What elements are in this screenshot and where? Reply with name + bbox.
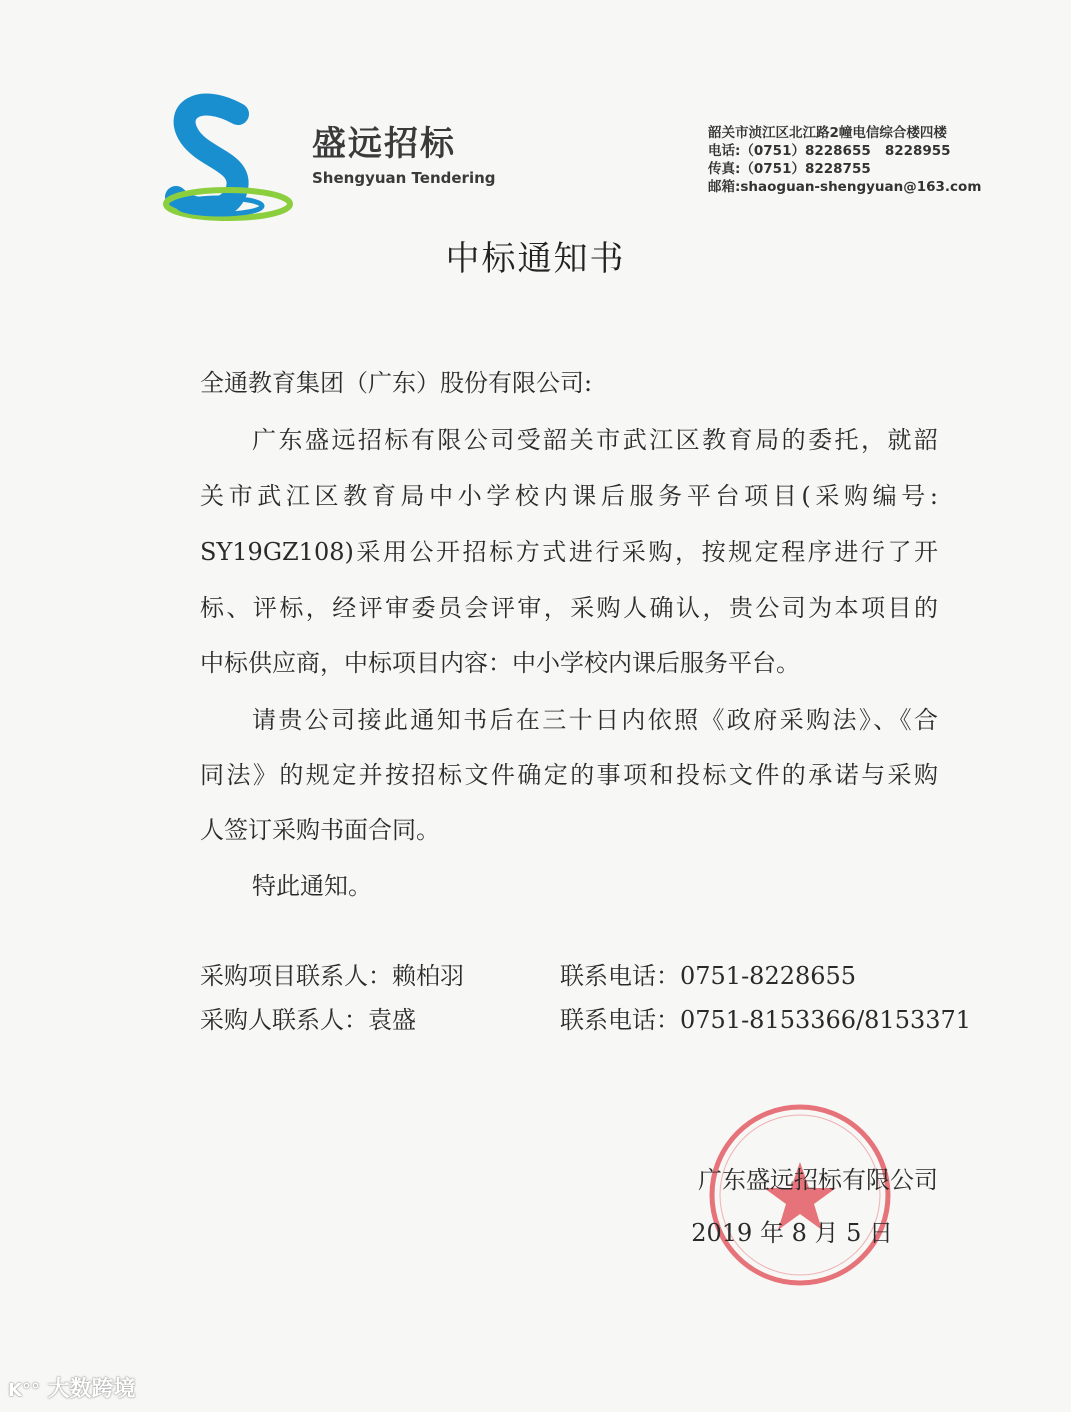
email: 邮箱:shaoguan-shengyuan@163.com xyxy=(708,179,982,195)
recipient: 全通教育集团（广东）股份有限公司: xyxy=(200,369,593,397)
watermark-text: 大数跨境 xyxy=(47,1377,136,1402)
letterhead-contact xyxy=(708,124,981,196)
fax: 传真:（0751）8228755 xyxy=(708,161,871,177)
paragraph1-line: 广东盛远招标有限公司受韶关市武江区教育局的委托，就韶 xyxy=(252,426,938,454)
closing: 特此通知。 xyxy=(252,872,372,900)
phone: 电话:（0751）8228655 8228955 xyxy=(708,143,951,159)
signature-date: 2019 年 8 月 5 日 xyxy=(691,1219,893,1247)
signature-company: 广东盛远招标有限公司 xyxy=(698,1166,938,1194)
contact-label: 采购人联系人：袁盛 xyxy=(200,1006,416,1034)
paragraph1-line: 关市武江区教育局中小学校内课后服务平台项目(采购编号: xyxy=(200,482,938,510)
paragraph1-line: 标、评标，经评审委员会评审，采购人确认，贵公司为本项目的 xyxy=(200,594,938,622)
official-seal-icon xyxy=(705,1100,895,1290)
watermark xyxy=(8,1376,136,1405)
document-title: 中标通知书 xyxy=(445,239,626,279)
paragraph2-line: 人签订采购书面合同。 xyxy=(200,816,440,844)
paragraph1-line: SY19GZ108)采用公开招标方式进行采购，按规定程序进行了开 xyxy=(200,538,938,566)
logo-english-name: Shengyuan Tendering xyxy=(312,169,496,187)
paragraph2-line: 同法》的规定并按招标文件确定的事项和投标文件的承诺与采购 xyxy=(200,761,938,789)
contact-label: 采购项目联系人：赖柏羽 xyxy=(200,962,464,990)
contact-phone: 联系电话：0751-8153366/8153371 xyxy=(560,1006,972,1034)
watermark-logo-icon: K°° xyxy=(8,1380,40,1401)
address: 韶关市浈江区北江路2幢电信综合楼四楼 xyxy=(708,125,947,141)
paragraph1-line: 中标供应商，中标项目内容：中小学校内课后服务平台。 xyxy=(200,649,800,677)
paragraph2-line: 请贵公司接此通知书后在三十日内依照《政府采购法》、《合 xyxy=(252,706,938,734)
contact-phone: 联系电话：0751-8228655 xyxy=(560,962,857,990)
logo-chinese-name: 盛远招标 xyxy=(312,124,456,164)
shengyuan-logo-icon xyxy=(128,92,303,227)
